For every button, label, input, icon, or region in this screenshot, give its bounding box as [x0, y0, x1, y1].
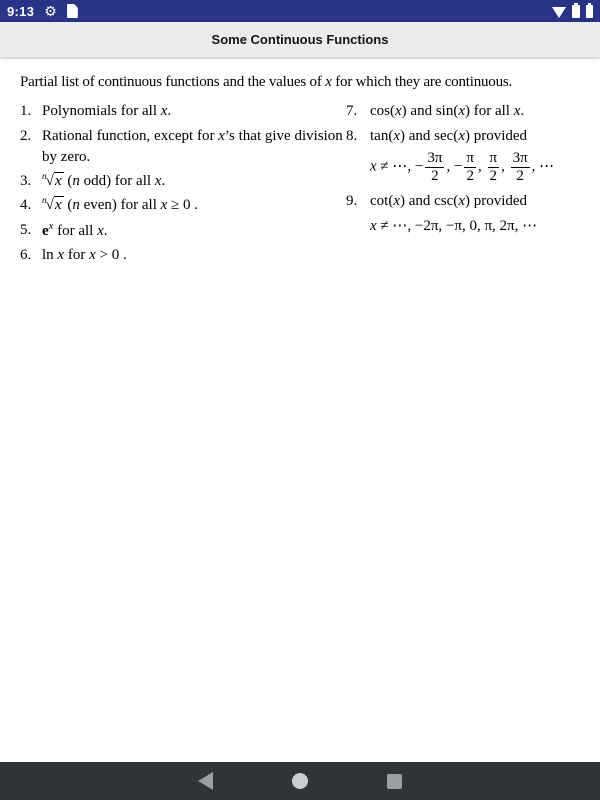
item-text: Polynomials for all x.	[42, 103, 172, 120]
item-number: 7.	[346, 103, 358, 120]
navigation-bar	[0, 762, 600, 800]
item-number: 1.	[20, 103, 32, 120]
list-item	[20, 245, 346, 266]
settings-icon: ⚙	[44, 3, 57, 19]
column-right	[346, 101, 582, 269]
list-item	[346, 101, 582, 122]
list-item	[20, 220, 346, 242]
item-text: $e^x$ for all x.	[42, 220, 108, 239]
list-item	[20, 171, 346, 192]
page-title: Some Continuous Functions	[211, 32, 389, 47]
item-text: $^n$√x (n odd) for all x.	[42, 172, 166, 190]
item-text: ln x for x > 0 .	[42, 247, 127, 264]
item-number: 5.	[20, 221, 32, 238]
recents-icon[interactable]	[387, 774, 402, 789]
item-text: cos(x) and sin(x) for all x.	[370, 103, 525, 120]
item-math-line: x ≠ ⋯, −2π, −π, 0, π, 2π, ⋯	[370, 217, 538, 234]
item-number: 3.	[20, 173, 32, 190]
app-bar	[0, 22, 600, 57]
item-math-line: x ≠ ⋯, − $\frac{3\pi}{2}$ , − $\frac{\pi}{2}$ , $\frac{\pi}{2}$ , $\frac{3\pi}{2}$ , ⋯	[370, 149, 555, 184]
list-item	[20, 126, 346, 169]
intro-sentence: Partial list of continuous functions and the values of x for which they are continuous.	[20, 74, 513, 90]
battery-charging-icon	[572, 5, 580, 18]
item-text: tan(x) and sec(x) provided	[370, 127, 528, 144]
item-text: Rational function, except for x’s that give division by zero.	[42, 127, 343, 165]
home-icon[interactable]	[292, 773, 308, 789]
item-number: 8.	[346, 127, 358, 144]
list-item	[346, 126, 582, 147]
status-bar	[0, 0, 600, 22]
column-left	[20, 101, 346, 269]
item-number: 2.	[20, 127, 32, 144]
back-icon[interactable]	[198, 772, 213, 790]
document-icon	[67, 4, 78, 18]
list-item	[20, 195, 346, 216]
list-item	[20, 101, 346, 122]
wifi-icon	[552, 7, 566, 18]
item-number: 9.	[346, 193, 358, 210]
document-content	[0, 57, 600, 269]
item-text: cot(x) and csc(x) provided	[370, 193, 528, 210]
status-bar-left	[7, 4, 78, 19]
battery-icon	[586, 5, 593, 18]
clock: 9:13	[7, 3, 35, 19]
two-column-list	[20, 101, 582, 269]
item-number: 4.	[20, 197, 32, 214]
list-item	[346, 191, 582, 212]
item-text: $^n$√x (n even) for all x ≥ 0 .	[42, 196, 199, 214]
status-bar-right	[552, 3, 593, 19]
item-number: 6.	[20, 247, 32, 264]
